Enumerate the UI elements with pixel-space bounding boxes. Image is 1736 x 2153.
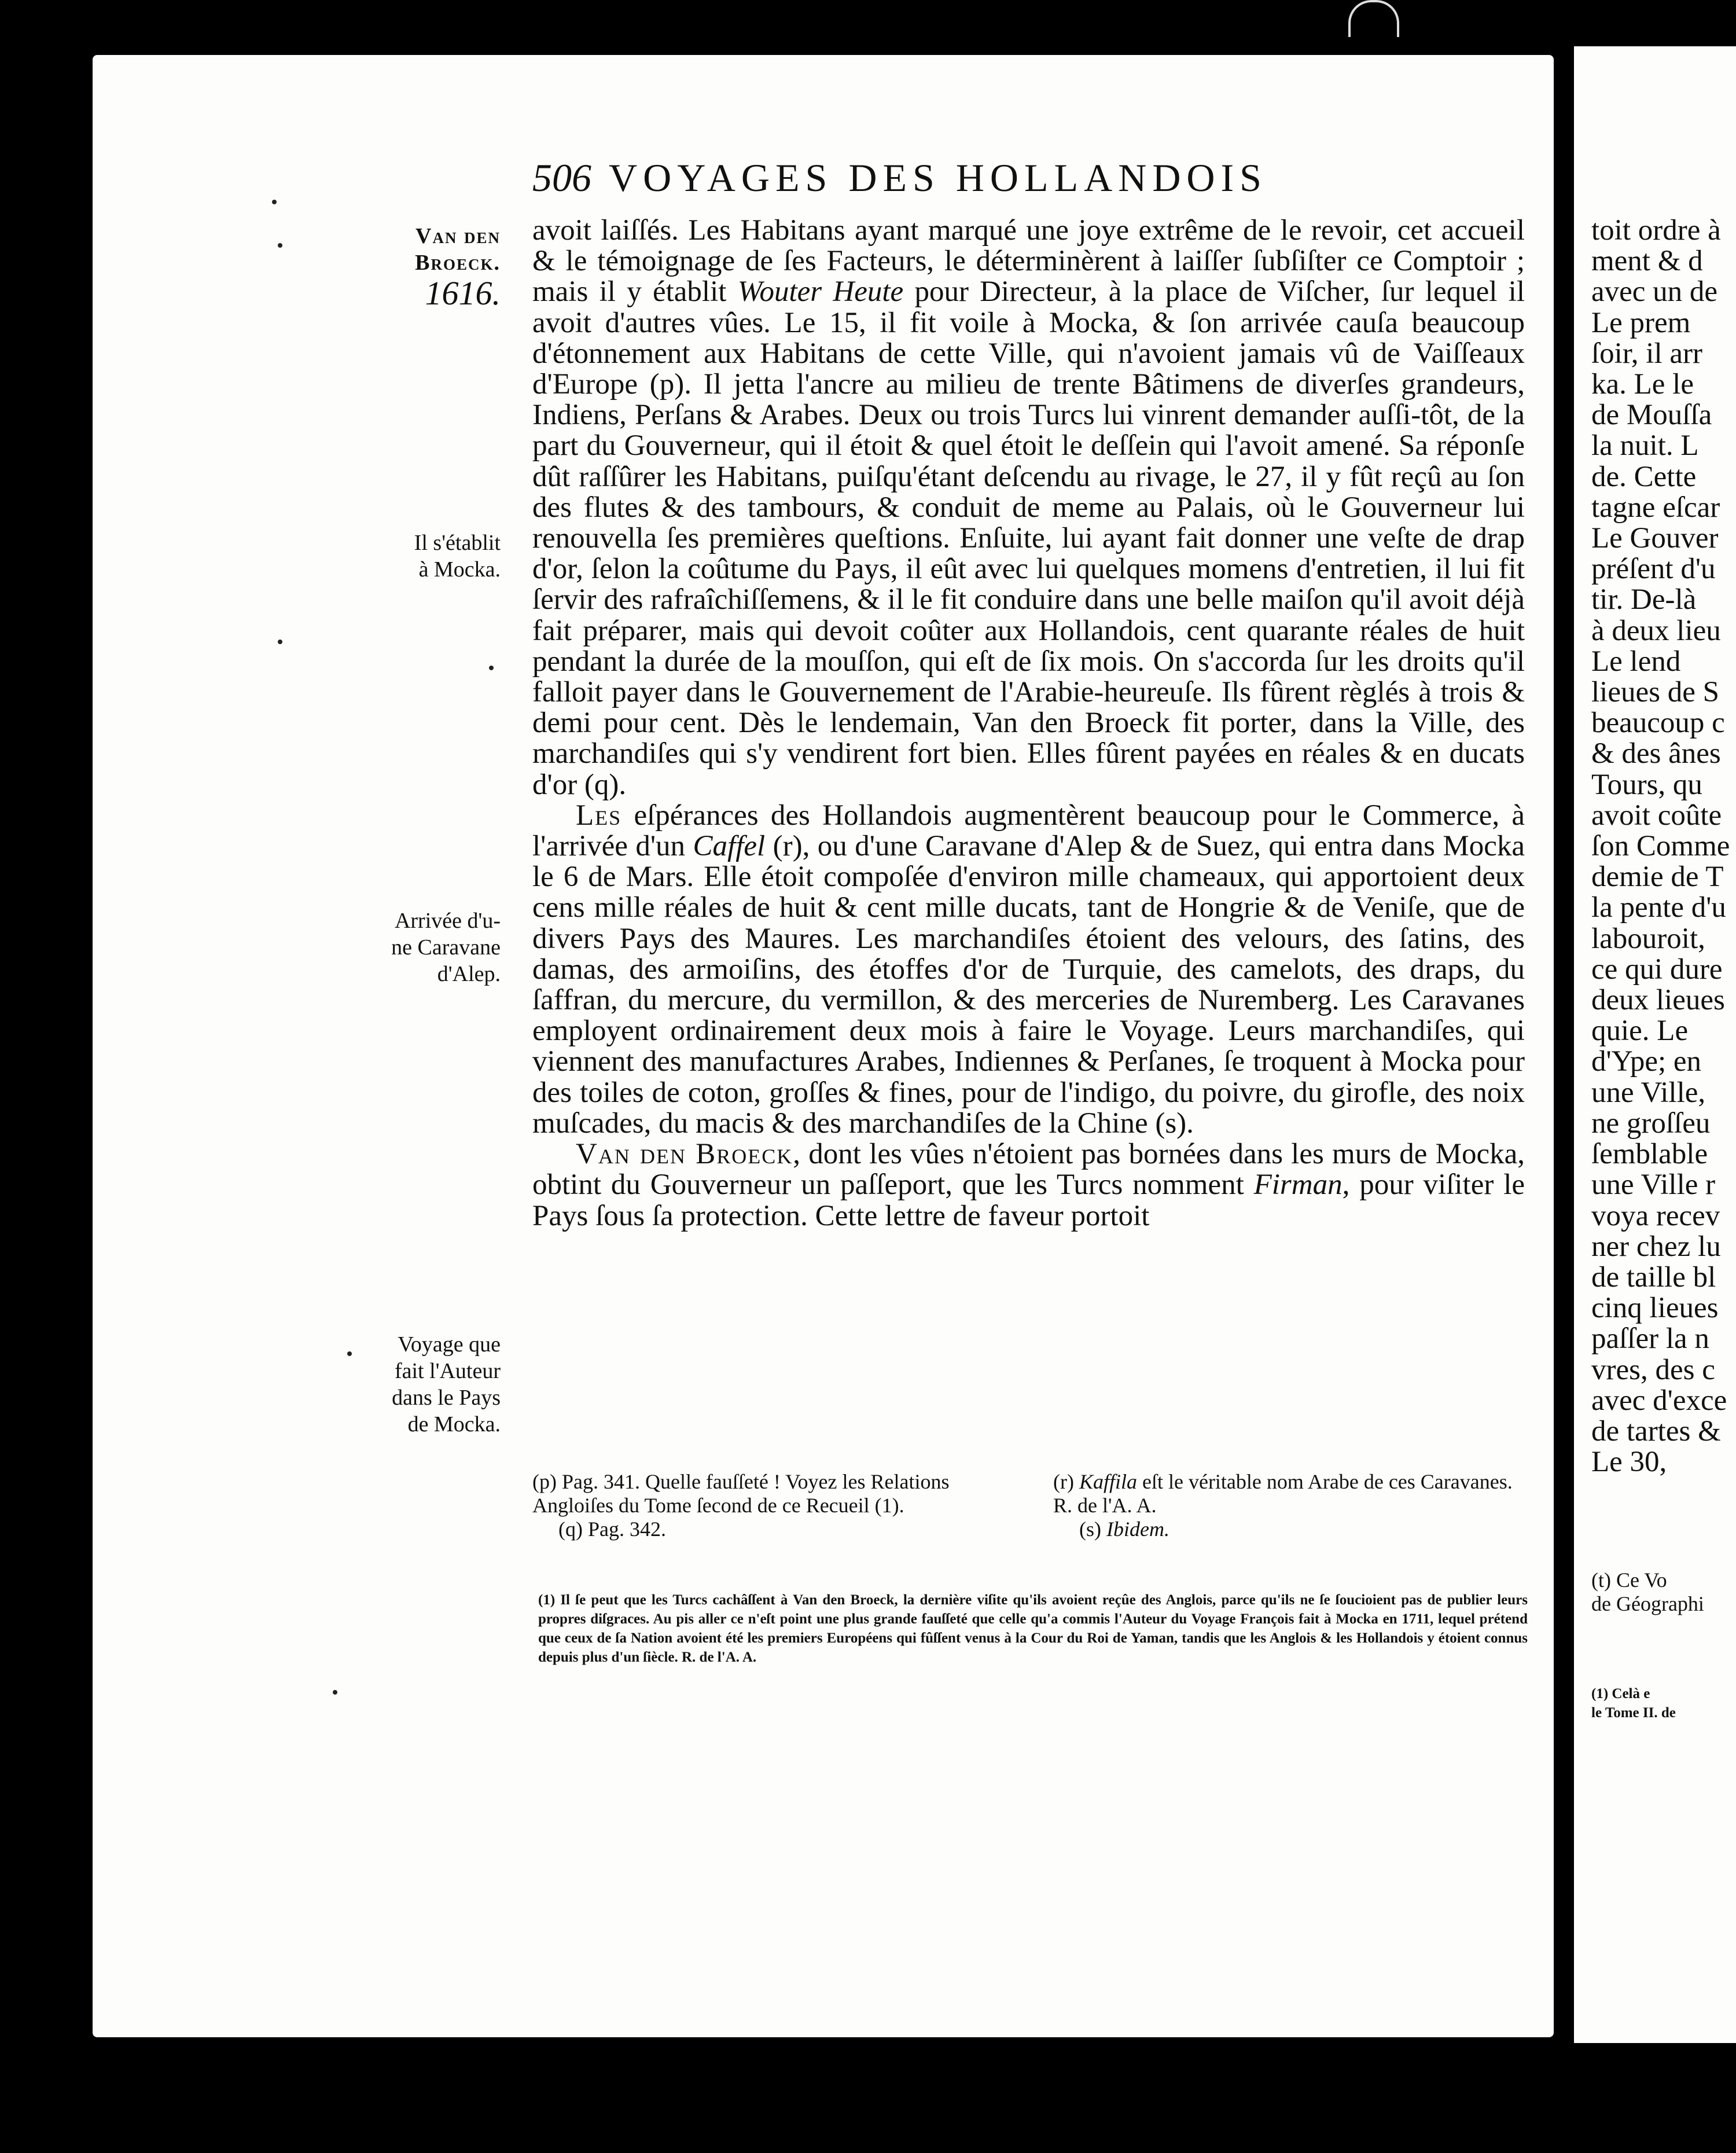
right-line: toit ordre à: [1591, 214, 1721, 247]
margin-note-line: Il s'établit: [414, 531, 501, 555]
footnote-s: [1053, 1518, 1528, 1541]
text-run: eſt le véritable nom Arabe de ces Caravanes. R. de l'A. A.: [1053, 1470, 1513, 1517]
page-number: 506: [532, 156, 591, 200]
right-line: ner chez lu: [1591, 1230, 1721, 1263]
margin-dot: [272, 200, 277, 204]
paragraph: [532, 1139, 1525, 1232]
right-line: avec un de: [1591, 275, 1718, 308]
text-run: pour Directeur, à la place de Viſcher, ſur lequel il avoit d'autres vûes. Le 15, il fit voile à Mocka, & ſon arrivée cauſa beaucoup d'étonnement aux Habitans de cette Ville, qui n'avoient jamais vû de Vaiſſeaux d'Europe (p). Il jetta l'ancre au milieu de trente Bâtimens de diverſes grandeurs, Indiens, Perſans & Arabes. Deux ou trois Turcs lui vinrent demander auſſi-tôt, de la part du Gouverneur, qui il étoit & quel étoit le deſſein qui l'avoit amené. Sa réponſe dût raſſûrer les Habitans, puiſqu'étant deſcendu au rivage, le 27, il y fût reçû au ſon des flutes & des tambours, & conduit de meme au Palais, où le Gouverneur lui renouvella ſes premières queſtions. Enſuite, lui ayant fait donner une veſte de drap d'or, ſelon la coûtume du Pays, il eût avec lui quelques momens d'entretien, il lui fit ſervir des rafraîchiſſemens, & il le fit conduire dans une belle maiſon qu'il avoit déjà fait préparer, mais qui devoit coûter aux Hollandois, cent quarante réales de huit pendant la durée de la mouſſon, qui eſt de ſix mois. On s'accorda ſur les droits qu'il falloit payer dans le Gouvernement de l'Arabie-heureuſe. Ils fûrent règlés à trois & demi pour cent. Dès le lendemain, Van den Broeck fit porter, dans la Ville, des marchandiſes qui s'y vendirent fort bien. Elles fûrent payées en réales & en ducats d'or (q).: [532, 275, 1525, 801]
right-line: ment & d: [1591, 245, 1703, 278]
italic-term: Firman: [1253, 1169, 1343, 1202]
right-line: une Ville r: [1591, 1169, 1716, 1202]
right-line: préſent d'u: [1591, 553, 1716, 586]
italic-term: Kaffila: [1079, 1470, 1137, 1493]
right-line: quie. Le: [1591, 1015, 1689, 1048]
right-line: voya recev: [1591, 1199, 1720, 1232]
footnote-q: (q) Pag. 342.: [558, 1518, 666, 1541]
right-subnote-line: (1) Celà e: [1591, 1686, 1650, 1702]
right-line: ſemblable: [1591, 1138, 1708, 1171]
right-page-footnotes: [1591, 1568, 1704, 1616]
right-note-line: de Géographi: [1591, 1592, 1704, 1615]
right-line: beaucoup c: [1591, 707, 1725, 740]
running-header: [532, 155, 1267, 201]
right-line: & des ânes: [1591, 737, 1721, 770]
right-line: lieues de S: [1591, 676, 1719, 709]
body-text: [532, 215, 1525, 1232]
right-line: de tartes &: [1591, 1414, 1721, 1447]
right-line: ka. Le le: [1591, 368, 1694, 401]
right-line: vres, des c: [1591, 1353, 1715, 1386]
margin-note-line: à Mocka.: [418, 557, 501, 582]
text-run: , dont les vûes n'étoient pas bornées dans les murs de Mocka, obtint du Gouverneur un paſſeport, que les Turcs nomment: [532, 1138, 1525, 1202]
running-title: VOYAGES DES HOLLANDOIS: [609, 156, 1267, 200]
text-run: (r), ou d'une Caravane d'Alep & de Suez, qui entra dans Mocka le 6 de Mars. Elle étoit compoſée d'environ mille chameaux, qui apportoient deux cens mille réales de huit & cent mille ducats, tant de Hongrie & de Veniſe, que de divers Pays des Maures. Les marchandiſes étoient des velours, des ſatins, des damas, des armoiſins, des étoffes d'or de Turquie, des camelots, des draps, du ſaffran, du mercure, du vermillon, & des merceries de Nuremberg. Les Caravanes employent ordinairement deux mois à faire le Voyage. Leurs marchandiſes, qui viennent des manufactures Arabes, Indiennes & Perſanes, ſe troquent à Mocka pour des toiles de coton, groſſes & fines, pour de l'indigo, du poivre, du girofle, des noix muſcades, du macis & des marchandiſes de la Chine (s).: [532, 830, 1525, 1140]
right-line: une Ville,: [1591, 1076, 1706, 1109]
right-line: ce qui dure: [1591, 953, 1723, 986]
right-line: la nuit. L: [1591, 429, 1699, 462]
italic-name: Wouter Heute: [737, 275, 904, 308]
page-gutter: [1554, 35, 1577, 2060]
margin-dot: [278, 243, 282, 248]
right-line: cinq lieues: [1591, 1292, 1719, 1325]
margin-note-mocka: [324, 530, 501, 583]
paragraph-lead: Van den Broeck: [576, 1138, 793, 1171]
italic-term: Caffel: [693, 830, 766, 863]
paragraph-lead: Les: [576, 799, 622, 832]
right-page-subnotes: [1591, 1684, 1676, 1722]
text-run: (r): [1053, 1470, 1079, 1493]
margin-dot: [333, 1690, 337, 1695]
right-line: d'Ype; en: [1591, 1045, 1702, 1078]
margin-note-caravane: [324, 908, 501, 987]
footnote-column-left: [532, 1470, 1007, 1541]
margin-dot: [278, 640, 282, 644]
right-line: Le prem: [1591, 306, 1691, 339]
margin-note-line: Arrivée d'u-: [394, 909, 501, 933]
text-run: eſpérances des Hollandois augmentèrent beaucoup pour le Commerce, à l'arrivée d'un: [532, 799, 1525, 863]
text-run: avoit laiſſés. Les Habitans ayant marqué une joye extrême de le revoir, cet accueil & le témoignage de ſes Facteurs, le déterminèrent à laiſſer ſubſiſter ce Comptoir ; mais il y établit: [532, 214, 1525, 308]
right-line: ſoir, il arr: [1591, 337, 1702, 370]
right-line: Le lend: [1591, 645, 1681, 678]
right-line: de Mouſſa: [1591, 399, 1712, 432]
right-line: la pente d'u: [1591, 891, 1726, 924]
right-line: Tours, qu: [1591, 768, 1702, 801]
right-line: à deux lieu: [1591, 614, 1721, 647]
margin-note-line: fait l'Auteur: [394, 1359, 501, 1383]
paragraph: [532, 800, 1525, 1139]
right-line: tagne eſcar: [1591, 491, 1720, 524]
footnote-column-right: [1053, 1470, 1528, 1541]
margin-note-voyage: [324, 1331, 501, 1438]
right-line: ne groſſeu: [1591, 1107, 1711, 1140]
text-run: , pour viſiter le Pays ſous ſa protection. Cette lettre de faveur portoit: [532, 1169, 1525, 1232]
right-note-line: (t) Ce Vo: [1591, 1568, 1667, 1592]
right-line: ſon Comme: [1591, 830, 1730, 863]
sub-footnote: (1) Il ſe peut que les Turcs cachâſſent à Van den Broeck, la dernière viſite qu'ils avoient reçûe des Anglois, parce qu'ils ne ſe ſoucioient pas de publier leurs propres diſgraces. Au pis aller ce n'eſt point une plus grande fauſſeté que celle qu'a commis l'Auteur du Voyage François fait à Mocka en 1711, lequel prétend que ceux de ſa Nation avoient été les premiers Européens qui fûſſent venus à la Cour du Roi de Yaman, tandis que les Anglois & les Hollandois y étoient connus depuis plus d'un ſiècle. R. de l'A. A.: [538, 1592, 1528, 1665]
right-line: avec d'exce: [1591, 1384, 1727, 1417]
margin-note-line: dans le Pays: [392, 1386, 501, 1410]
margin-note-line: d'Alep.: [437, 962, 501, 986]
right-line: demie de T: [1591, 861, 1724, 894]
right-line: de. Cette: [1591, 460, 1697, 493]
right-line: labouroit,: [1591, 922, 1705, 955]
margin-note-line: Voyage que: [398, 1332, 501, 1357]
margin-author-line: Broeck.: [415, 251, 501, 275]
book-edge-mark: [1348, 0, 1399, 37]
right-line: deux lieues: [1591, 984, 1725, 1017]
text-run: (s): [1079, 1518, 1106, 1541]
right-line: avoit coûte: [1591, 799, 1722, 832]
right-line: paſſer la n: [1591, 1322, 1709, 1355]
margin-note-line: de Mocka.: [407, 1412, 501, 1436]
right-subnote-line: le Tome II. de: [1591, 1705, 1676, 1721]
footnote-p: (p) Pag. 341. Quelle fauſſeté ! Voyez les Relations Angloiſes du Tome ſecond de ce Recueil (1).: [532, 1470, 950, 1517]
right-line: de taille bl: [1591, 1261, 1716, 1294]
right-line: tir. De-là: [1591, 583, 1697, 616]
margin-author: [324, 223, 501, 311]
paragraph: [532, 215, 1525, 800]
italic-term: Ibidem.: [1106, 1518, 1169, 1541]
margin-note-line: ne Caravane: [391, 935, 501, 960]
margin-dot: [489, 666, 494, 670]
margin-author-line: Van den: [415, 224, 501, 248]
right-line: Le 30,: [1591, 1446, 1667, 1479]
margin-year: 1616.: [425, 274, 501, 312]
right-page-text: [1591, 215, 1730, 1478]
footnote-r: [1053, 1470, 1528, 1518]
right-line: Le Gouver: [1591, 522, 1719, 555]
